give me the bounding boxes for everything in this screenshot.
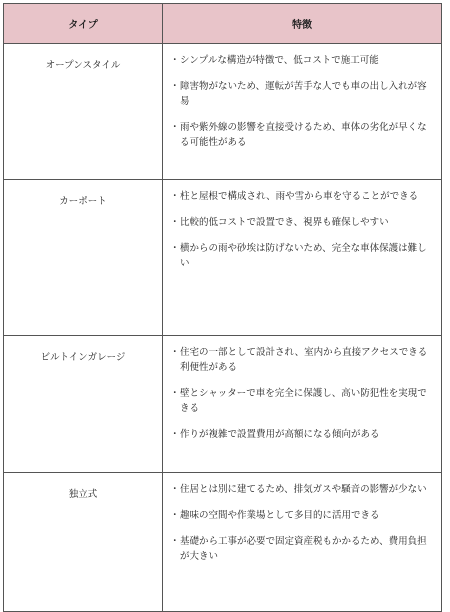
feature-text: 比較的低コストで設置でき、視界も確保しやすい [180,217,389,228]
feature-item [170,345,431,375]
type-carport: カーポート [4,180,163,336]
feature-list [170,345,431,442]
bullet-mark: ・ [170,536,180,547]
table-header-row [4,4,442,44]
feature-item [170,508,431,523]
feature-item [170,241,431,271]
bullet-mark: ・ [170,429,180,440]
feature-text: 壁とシャッターで車を完全に保護し、高い防犯性を実現できる [180,388,427,414]
feature-text: 障害物がないため、運転が苦手な人でも車の出し入れが容易 [180,81,427,107]
feature-item [170,534,431,564]
table-row [4,180,442,336]
feature-item [170,482,431,497]
feature-text: 趣味の空間や作業場として多目的に活用できる [180,510,380,521]
type-builtin-garage: ビルトインガレージ [4,336,163,473]
bullet-mark: ・ [170,347,180,358]
bullet-mark: ・ [170,217,180,228]
feature-item [170,79,431,109]
feature-text: 作りが複雑で設置費用が高額になる傾向がある [180,429,380,440]
bullet-mark: ・ [170,81,180,92]
feature-text: 住居とは別に建てるため、排気ガスや騒音の影響が少ない [180,484,427,495]
type-open-style: オープンスタイル [4,44,163,180]
table-row [4,44,442,180]
header-type: タイプ [4,4,163,44]
feature-item [170,386,431,416]
bullet-mark: ・ [170,122,180,133]
header-features: 特徴 [163,4,442,44]
bullet-mark: ・ [170,55,180,66]
type-detached: 独立式 [4,473,163,612]
feature-text: 横からの雨や砂埃は防げないため、完全な車体保護は難しい [180,243,427,269]
feature-text: 柱と屋根で構成され、雨や雪から車を守ることができる [180,191,419,202]
feature-item [170,120,431,150]
feature-item [170,427,431,442]
bullet-mark: ・ [170,191,180,202]
feature-text: 住宅の一部として設計され、室内から直接アクセスできる利便性がある [180,347,428,373]
garage-type-comparison-table [3,3,442,612]
feature-text: 雨や紫外線の影響を直接受けるため、車体の劣化が早くなる可能性がある [180,122,427,148]
bullet-mark: ・ [170,243,180,254]
feature-item [170,189,431,204]
feature-text: 基礎から工事が必要で固定資産税もかかるため、費用負担が大きい [180,536,427,562]
table-row [4,473,442,612]
bullet-mark: ・ [170,510,180,521]
features-cell [163,180,442,336]
features-cell [163,336,442,473]
table-row [4,336,442,473]
feature-list [170,482,431,564]
feature-text: シンプルな構造が特徴で、低コストで施工可能 [180,55,379,66]
features-cell [163,44,442,180]
feature-item [170,53,431,68]
features-cell [163,473,442,612]
bullet-mark: ・ [170,388,180,399]
bullet-mark: ・ [170,484,180,495]
feature-list [170,53,431,150]
feature-item [170,215,431,230]
feature-list [170,189,431,271]
